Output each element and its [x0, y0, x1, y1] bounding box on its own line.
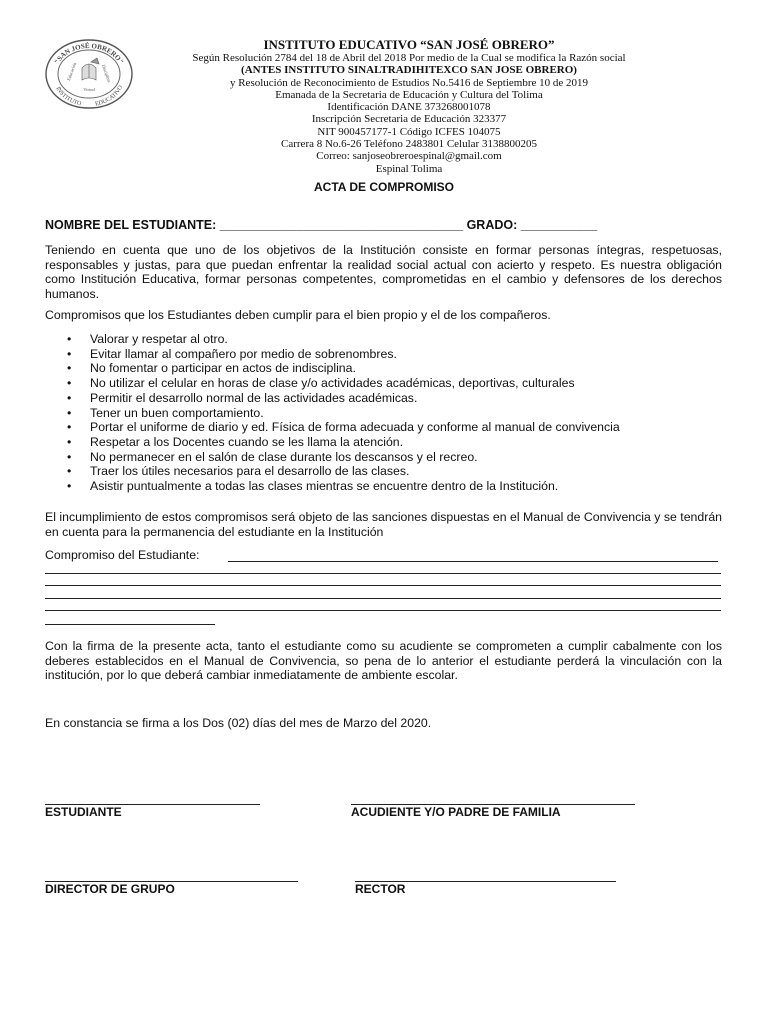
commitment-write-line[interactable]	[45, 573, 721, 574]
seal-inner-left-text: Educación	[65, 61, 78, 82]
intro-paragraph: Teniendo en cuenta que uno de los objetivos de la Institución consiste en formar personas íntegras, respetuosas, responsables y justas, para que puedan enfrentar la realidad social actual con acierto y respeto. Es nuestra obligación como Institución Educativa, formar personas competentes, comprometidas en el cambio y defensores de los derechos humanos.	[45, 243, 722, 301]
issuing-authority-line: Emanada de la Secretaria de Educación y Cultura del Tolima	[275, 88, 543, 101]
student-name-blank[interactable]: ___________________________________	[219, 218, 464, 232]
commitments-list	[45, 332, 722, 494]
list-item: • Evitar llamar al compañero por medio de sobrenombres.	[67, 346, 397, 361]
bullet-icon: •	[67, 434, 72, 449]
student-name-label: NOMBRE DEL ESTUDIANTE:	[45, 218, 220, 232]
commitment-write-line[interactable]	[45, 624, 215, 625]
list-item: • No utilizar el celular en horas de clase y/o actividades académicas, deportivas, culturales	[67, 376, 575, 391]
commitment-write-line[interactable]	[45, 610, 721, 611]
nit-line: NIT 900457177-1 Código ICFES 104075	[317, 125, 501, 138]
group-director-signature-label: DIRECTOR DE GRUPO	[45, 882, 175, 896]
guardian-signature-label: ACUDIENTE Y/O PADRE DE FAMILIA	[351, 805, 561, 819]
list-item: • Respetar a los Docentes cuando se les llama la atención.	[67, 434, 404, 449]
bullet-icon: •	[67, 332, 72, 346]
list-item: • No fomentar o participar en actos de indisciplina.	[67, 361, 356, 376]
bullet-icon: •	[67, 361, 72, 376]
signing-statement-paragraph: Con la firma de la presente acta, tanto el estudiante como su acudiente se comprometen a cumplir cabalmente con los deberes establecidos en el Manual de Convivencia, so pena de lo anterior el estudiante perderá la vinculación con la institución, por lo que deberá cambiar inmediatamente de ambiente escolar.	[45, 639, 722, 682]
bullet-icon: •	[67, 376, 72, 391]
city-line: Espinal Tolima	[375, 162, 443, 175]
dane-line: Identificación DANE 373268001078	[327, 101, 491, 114]
address-line: Carrera 8 No.6-26 Teléfono 2483801 Celular 3138800205	[281, 138, 537, 151]
student-signature-label: ESTUDIANTE	[45, 805, 122, 819]
email-line: Correo: sanjoseobreroespinal@gmail.com	[316, 150, 502, 163]
list-item: • Portar el uniforme de diario y ed. Física de forma adecuada y conforme al manual de convivencia	[67, 420, 620, 435]
commitment-write-line[interactable]	[45, 585, 721, 586]
seal-ring-right-text: EDUCATIVO	[94, 84, 125, 108]
commitment-write-line[interactable]	[228, 561, 718, 562]
list-item: • No permanecer en el salón de clase durante los descansos y el recreo.	[67, 449, 478, 464]
commitment-write-line[interactable]	[45, 598, 721, 599]
bullet-icon: •	[67, 449, 72, 464]
letterhead	[130, 38, 688, 175]
date-statement: En constancia se firma a los Dos (02) días del mes de Marzo del 2020.	[45, 716, 432, 730]
list-item: • Valorar y respetar al otro.	[67, 332, 228, 346]
bullet-icon: •	[67, 405, 72, 420]
bullet-icon: •	[67, 390, 72, 405]
list-item: • Tener un buen comportamiento.	[67, 405, 264, 420]
noncompliance-paragraph: El incumplimiento de estos compromisos será objeto de las sanciones dispuestas en el Manual de Convivencia y se tendrán en cuenta para la permanencia del estudiante en la Institución	[45, 510, 722, 539]
student-info-row	[45, 218, 597, 232]
former-name-line: (ANTES INSTITUTO SINALTRADIHITEXCO SAN JOSE OBRERO)	[241, 64, 577, 77]
seal-ring-left-text: INSTITUTO	[54, 85, 82, 108]
list-item: • Asistir puntualmente a todas las clases mientras se encuentre dentro de la Institución.	[67, 479, 559, 494]
rector-signature-label: RECTOR	[355, 882, 406, 896]
commitments-intro: Compromisos que los Estudiantes deben cumplir para el bien propio y el de los compañeros.	[45, 308, 551, 322]
institution-name: INSTITUTO EDUCATIVO “SAN JOSÉ OBRERO”	[263, 37, 555, 52]
grade-label: GRADO:	[463, 218, 521, 232]
seal-inner-right-text: Disciplina	[100, 63, 112, 84]
bullet-icon: •	[67, 420, 72, 435]
seal-ring-top-text: "SAN JOSÉ OBRERO"	[52, 41, 126, 66]
list-item: • Permitir el desarrollo normal de las actividades académicas.	[67, 390, 418, 405]
grade-blank[interactable]: ___________	[520, 218, 598, 232]
document-title: ACTA DE COMPROMISO	[314, 180, 454, 194]
institution-seal-logo	[44, 38, 134, 110]
bullet-icon: •	[67, 464, 72, 479]
list-item: • Traer los útiles necesarios para el desarrollo de las clases.	[67, 464, 410, 479]
recognition-line: y Resolución de Reconocimiento de Estudios No.5416 de Septiembre 10 de 2019	[229, 76, 589, 89]
registration-line: Inscripción Secretaria de Educación 323377	[311, 113, 507, 126]
resolution-line: Según Resolución 2784 del 18 de Abril del 2018 Por medio de la Cual se modifica la Razón social	[192, 52, 626, 64]
bullet-icon: •	[67, 346, 72, 361]
seal-inner-bottom-text: Virtud	[83, 87, 95, 92]
bullet-icon: •	[67, 479, 72, 494]
student-commitment-label: Compromiso del Estudiante:	[45, 548, 200, 562]
